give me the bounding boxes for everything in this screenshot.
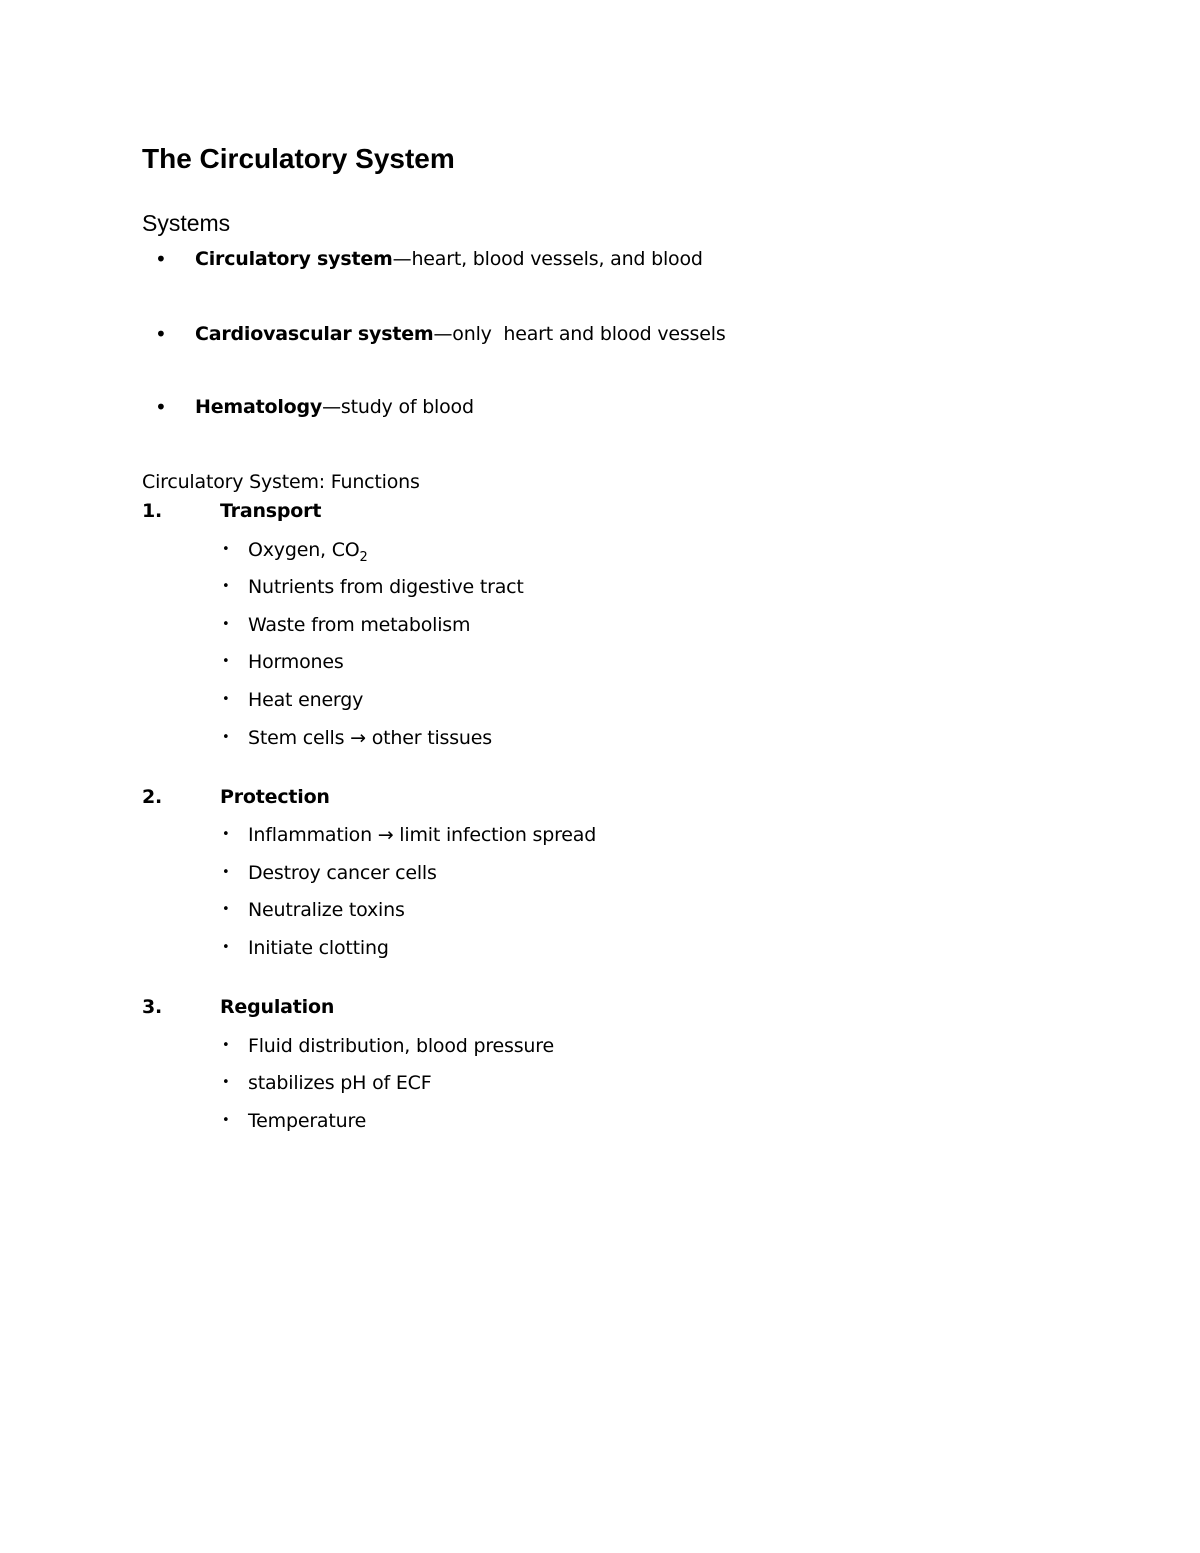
system-definition: —study of blood bbox=[322, 396, 474, 418]
function-item-text: Heat energy bbox=[248, 689, 364, 711]
bullet-icon: • bbox=[222, 692, 230, 707]
document-title: The Circulatory System bbox=[142, 143, 455, 174]
system-term: Hematology bbox=[195, 396, 323, 418]
function-item-text: Stem cells → other tissues bbox=[248, 727, 492, 749]
functions-heading: Circulatory System: Functions bbox=[142, 471, 420, 493]
function-number: 2. bbox=[142, 786, 163, 808]
system-entry bbox=[195, 244, 703, 274]
bullet-icon: • bbox=[222, 902, 230, 917]
bullet-icon: • bbox=[222, 579, 230, 594]
function-item-text: Nutrients from digestive tract bbox=[248, 576, 524, 598]
function-item-text: Inflammation → limit infection spread bbox=[248, 824, 597, 846]
function-item-text: Neutralize toxins bbox=[248, 899, 405, 921]
bullet-icon: • bbox=[222, 865, 230, 880]
system-term: Circulatory system bbox=[195, 248, 393, 270]
bullet-icon: • bbox=[222, 940, 230, 955]
system-entry bbox=[195, 319, 726, 349]
function-number: 1. bbox=[142, 500, 163, 522]
system-entry bbox=[195, 392, 474, 422]
bullet-icon: • bbox=[155, 247, 167, 271]
function-label: Transport bbox=[220, 500, 322, 522]
subscript: 2 bbox=[359, 550, 368, 565]
function-item-text: Hormones bbox=[248, 651, 344, 673]
systems-heading: Systems bbox=[142, 210, 231, 236]
function-item-text: Waste from metabolism bbox=[248, 614, 471, 636]
function-item-text: Temperature bbox=[248, 1110, 367, 1132]
system-term: Cardiovascular system bbox=[195, 323, 434, 345]
function-label: Protection bbox=[220, 786, 330, 808]
bullet-icon: • bbox=[222, 1038, 230, 1053]
bullet-icon: • bbox=[222, 1113, 230, 1128]
bullet-icon: • bbox=[222, 542, 230, 557]
function-item-text: Oxygen, $CO_2$ bbox=[248, 539, 368, 565]
bullet-icon: • bbox=[222, 1075, 230, 1090]
function-item-text: stabilizes pH of ECF bbox=[248, 1072, 432, 1094]
bullet-icon: • bbox=[222, 617, 230, 632]
function-item-text: Destroy cancer cells bbox=[248, 862, 437, 884]
function-item-text: Fluid distribution, blood pressure bbox=[248, 1035, 554, 1057]
bullet-icon: • bbox=[155, 322, 167, 346]
bullet-icon: • bbox=[222, 827, 230, 842]
bullet-icon: • bbox=[222, 654, 230, 669]
system-definition: —only heart and blood vessels bbox=[433, 323, 726, 345]
function-label: Regulation bbox=[220, 996, 335, 1018]
bullet-icon: • bbox=[222, 730, 230, 745]
bullet-icon: • bbox=[155, 395, 167, 419]
system-definition: —heart, blood vessels, and blood bbox=[392, 248, 703, 270]
function-number: 3. bbox=[142, 996, 163, 1018]
function-item-text: Initiate clotting bbox=[248, 937, 389, 959]
